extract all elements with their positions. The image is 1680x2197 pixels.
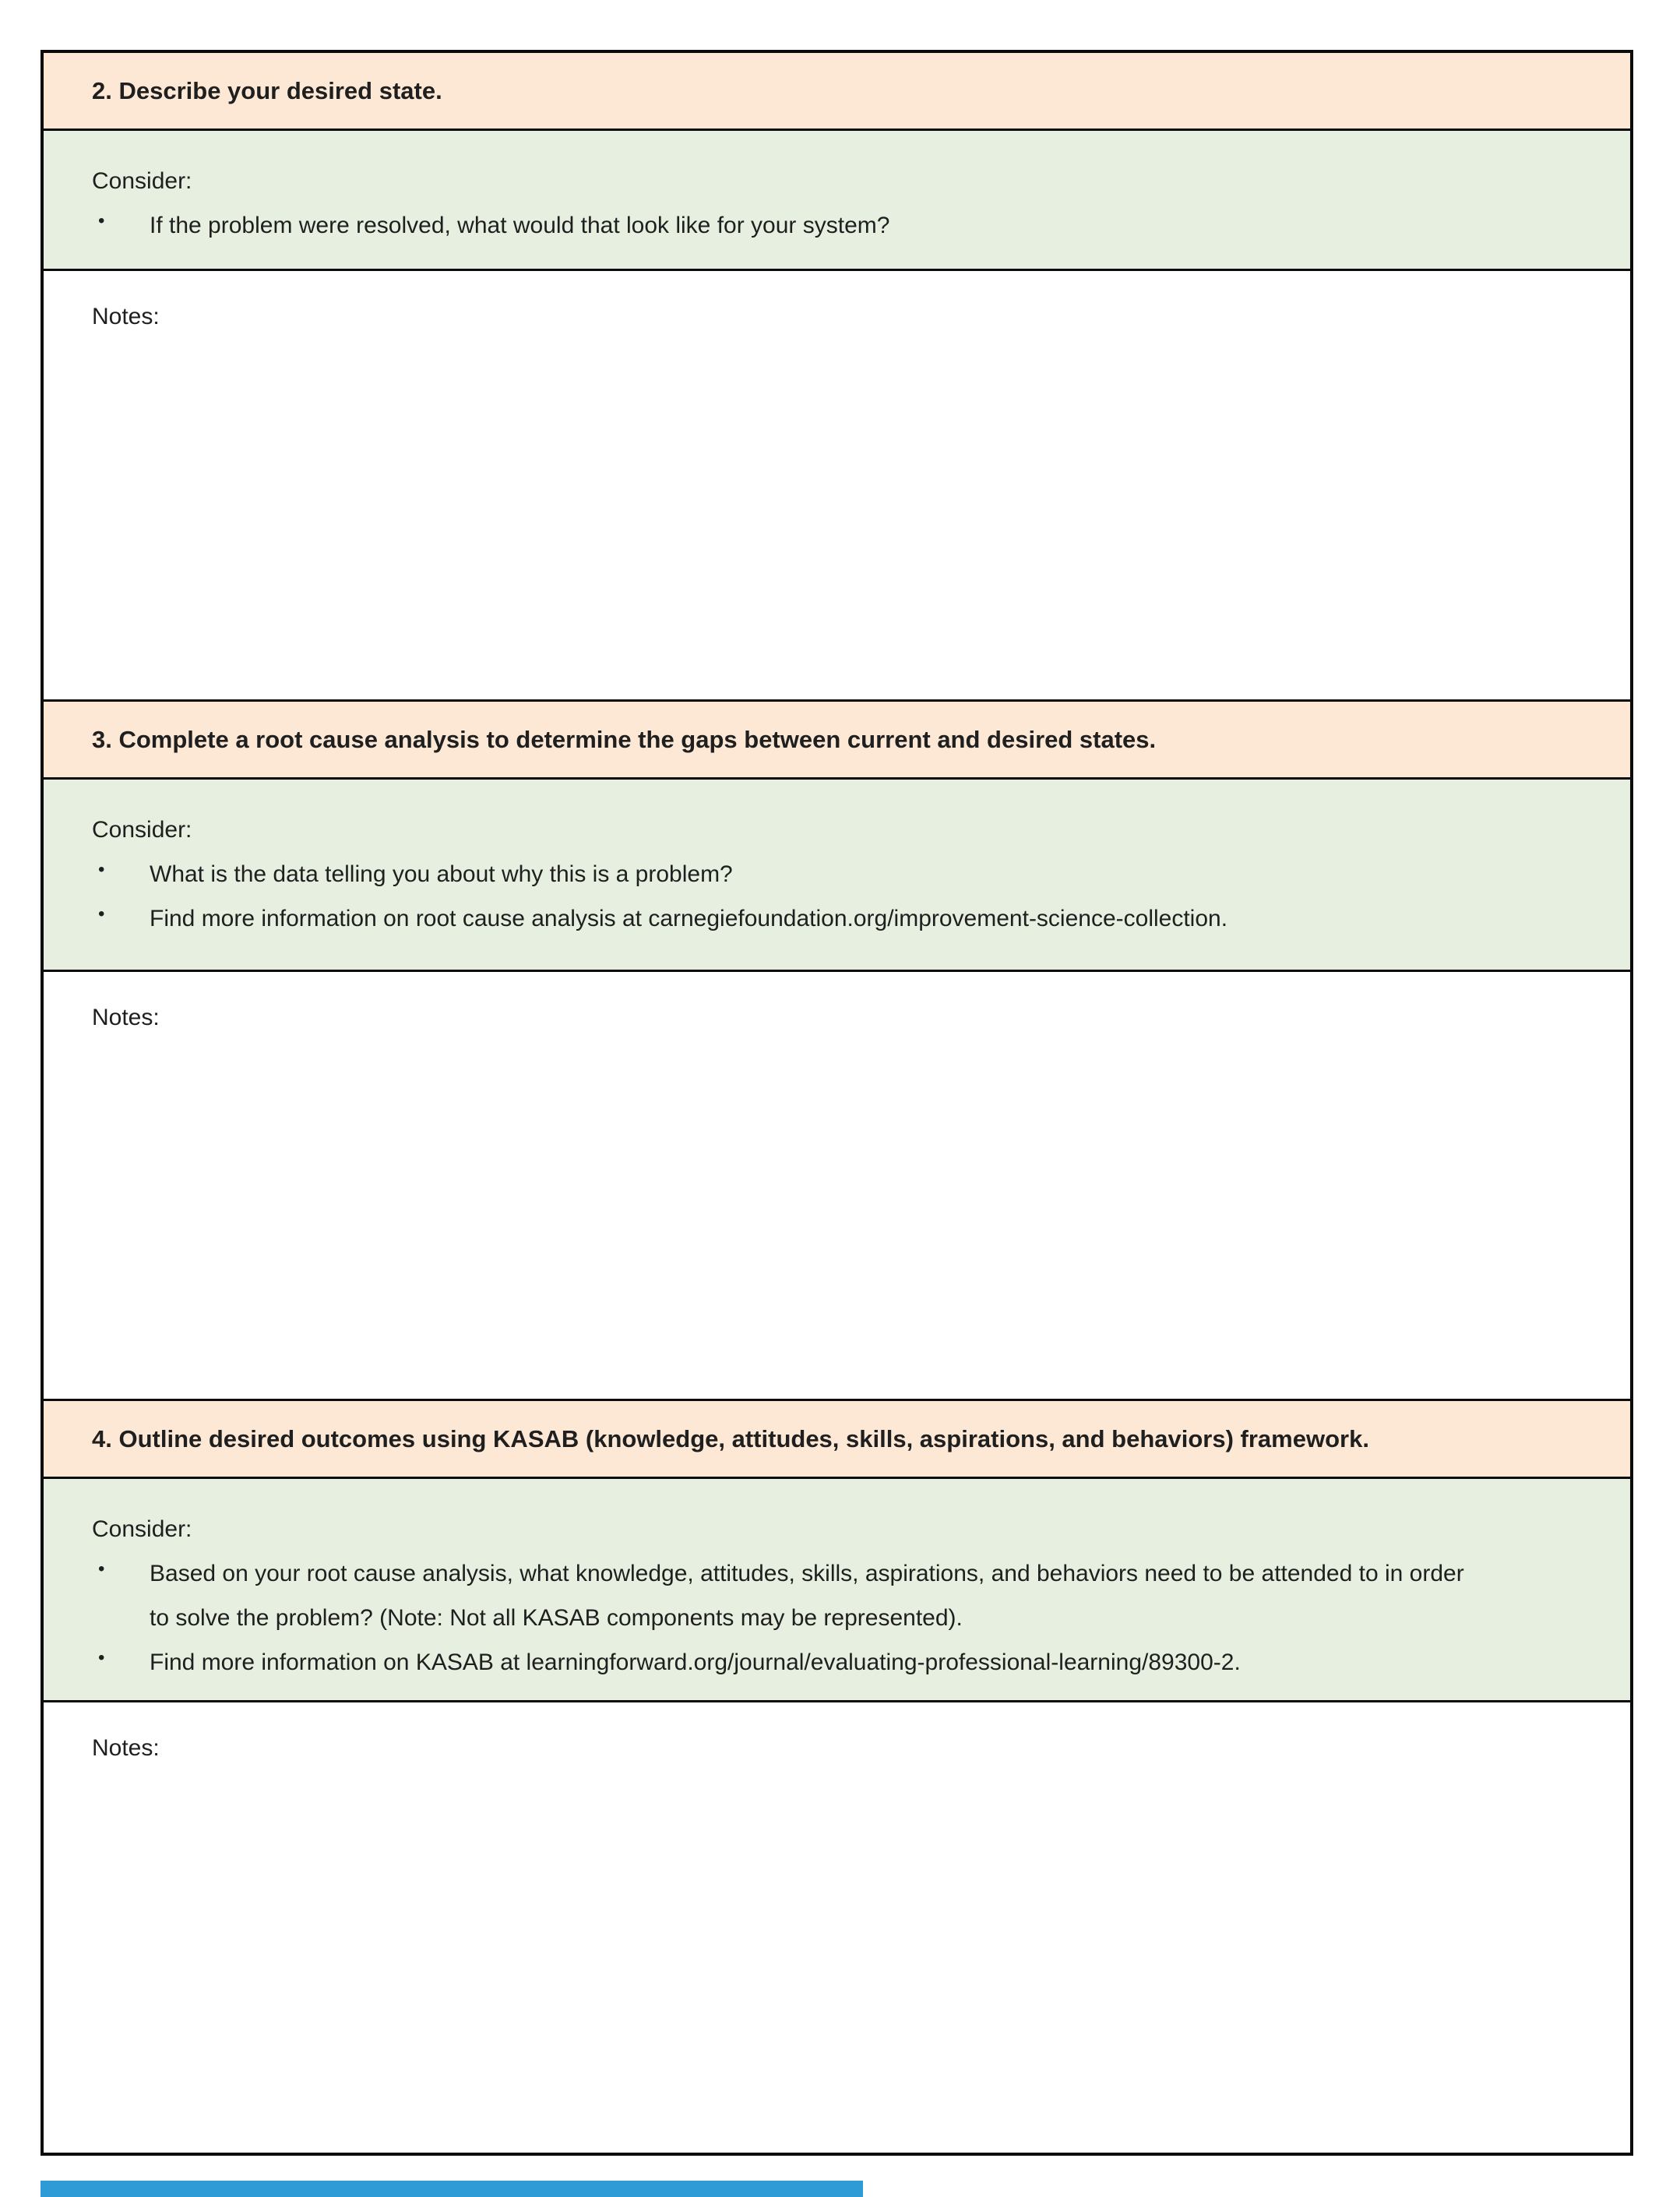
bullet-icon: • <box>98 1647 105 1668</box>
section-2-consider-label: Consider: <box>92 168 192 194</box>
bottom-accent-bar <box>41 2181 863 2197</box>
bullet-icon: • <box>98 903 105 924</box>
section-4-title: 4. Outline desired outcomes using KASAB (knowledge, attitudes, skills, aspirations, and behaviors) framework. <box>92 1424 1369 1452</box>
section-3-notes-area <box>44 970 1630 1399</box>
section-2-notes-area <box>44 269 1630 699</box>
section-3-bullet-2-text: Find more information on root cause analysis at carnegiefoundation.org/improvement-science-collection. <box>150 906 1228 931</box>
section-3-bullet-1 <box>92 852 1466 896</box>
worksheet-table <box>41 50 1633 2156</box>
section-4-notes-label: Notes: <box>92 1735 160 1761</box>
section-3-header <box>44 699 1630 777</box>
section-3-consider-label: Consider: <box>92 817 192 843</box>
section-3-title: 3. Complete a root cause analysis to determine the gaps between current and desired states. <box>92 725 1157 753</box>
section-2-notes-label: Notes: <box>92 304 160 329</box>
section-2-header <box>44 53 1630 129</box>
section-3-bullet-2 <box>92 896 1466 941</box>
bullet-icon: • <box>98 210 105 231</box>
bullet-icon: • <box>98 1558 105 1579</box>
section-4-bullet-1-text: Based on your root cause analysis, what knowledge, attitudes, skills, aspirations, and behaviors need to be attended to in order to solve the problem? (Note: Not all KASAB components may be represented). <box>150 1561 1464 1631</box>
bullet-icon: • <box>98 859 105 880</box>
section-3-notes-label: Notes: <box>92 1005 160 1030</box>
section-3-bullet-1-text: What is the data telling you about why this is a problem? <box>150 861 733 887</box>
section-4-bullet-2-text: Find more information on KASAB at learningforward.org/journal/evaluating-professional-learning/89300-2. <box>150 1650 1241 1675</box>
section-4-bullet-1 <box>92 1551 1466 1640</box>
section-4-consider-label: Consider: <box>92 1516 192 1542</box>
section-4-header <box>44 1399 1630 1477</box>
section-3-consider <box>44 777 1630 970</box>
section-2-consider <box>44 129 1630 269</box>
section-2-bullet-1 <box>92 203 1466 248</box>
section-2-title: 2. Describe your desired state. <box>92 76 442 104</box>
section-4-bullet-2 <box>92 1640 1466 1685</box>
section-2-bullet-1-text: If the problem were resolved, what would that look like for your system? <box>150 213 890 238</box>
section-4-notes-area <box>44 1700 1630 2153</box>
section-4-consider <box>44 1477 1630 1700</box>
